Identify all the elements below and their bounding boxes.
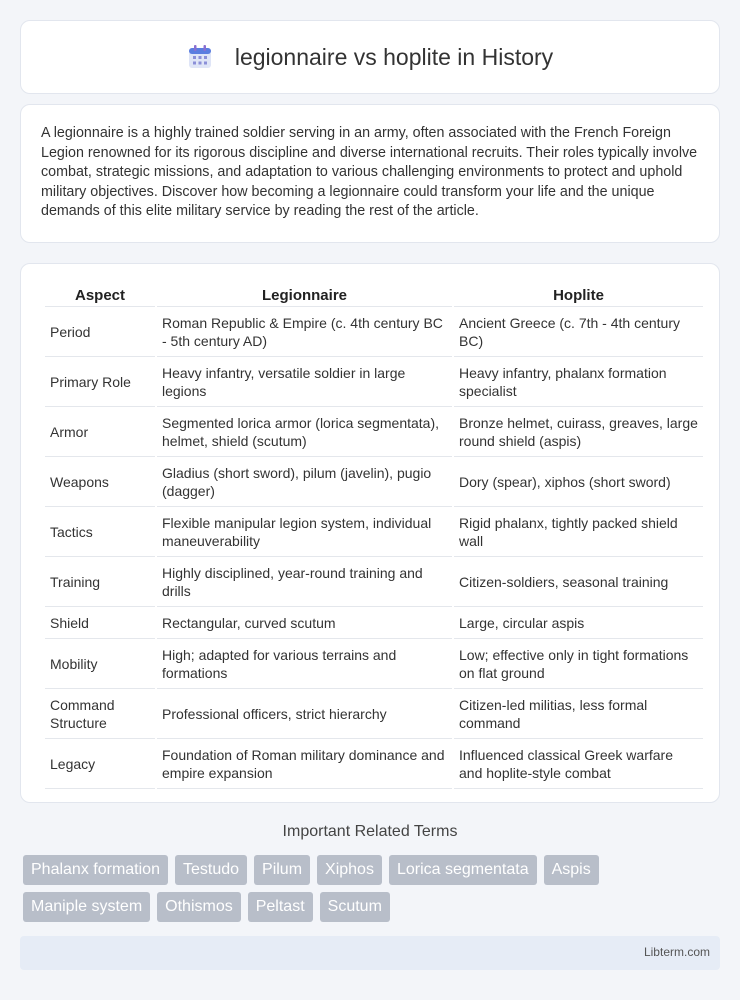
column-header: Hoplite <box>454 283 703 307</box>
legionnaire-cell: Highly disciplined, year-round training and drills <box>157 558 452 607</box>
legionnaire-cell: Segmented lorica armor (lorica segmentata), helmet, shield (scutum) <box>157 408 452 457</box>
table-row <box>45 608 703 639</box>
column-header: Aspect <box>45 283 155 307</box>
hoplite-cell: Influenced classical Greek warfare and hoplite-style combat <box>454 740 703 789</box>
aspect-cell: Armor <box>45 408 155 457</box>
header-card <box>20 20 720 94</box>
table-row <box>45 408 703 457</box>
comparison-table <box>43 282 705 790</box>
aspect-cell: Tactics <box>45 508 155 557</box>
legionnaire-cell: Professional officers, strict hierarchy <box>157 690 452 739</box>
related-term-tag[interactable]: Lorica segmentata <box>389 855 537 885</box>
aspect-cell: Primary Role <box>45 358 155 407</box>
table-row <box>45 740 703 789</box>
related-term-tag[interactable]: Peltast <box>248 892 313 922</box>
legionnaire-cell: Foundation of Roman military dominance and empire expansion <box>157 740 452 789</box>
legionnaire-cell: Rectangular, curved scutum <box>157 608 452 639</box>
legionnaire-cell: Flexible manipular legion system, individual maneuverability <box>157 508 452 557</box>
hoplite-cell: Large, circular aspis <box>454 608 703 639</box>
hoplite-cell: Citizen-led militias, less formal command <box>454 690 703 739</box>
table-row <box>45 558 703 607</box>
hoplite-cell: Low; effective only in tight formations on flat ground <box>454 640 703 689</box>
aspect-cell: Mobility <box>45 640 155 689</box>
related-term-tag[interactable]: Aspis <box>544 855 599 885</box>
intro-text: A legionnaire is a highly trained soldier serving in an army, often associated with the French Foreign Legion renowned for its rigorous discipline and diverse international recruits. Their roles typically involve combat, strategic missions, and adaptation to various challenging environments to protect and uphold military objectives. Discover how becoming a legionnaire could transform your life and the unique demands of this elite military service by reading the rest of the article. <box>41 125 698 220</box>
related-terms-title: Important Related Terms <box>282 823 458 840</box>
table-row <box>45 308 703 357</box>
related-term-tag[interactable]: Testudo <box>175 855 247 885</box>
footer-site-link[interactable]: Libterm.com <box>643 945 710 959</box>
aspect-cell: Legacy <box>45 740 155 789</box>
aspect-cell: Weapons <box>45 458 155 507</box>
calendar-icon <box>187 44 213 70</box>
related-term-tag[interactable]: Maniple system <box>23 892 150 922</box>
intro-card <box>20 104 720 243</box>
related-term-tag[interactable]: Phalanx formation <box>23 855 168 885</box>
table-row <box>45 458 703 507</box>
hoplite-cell: Bronze helmet, cuirass, greaves, large round shield (aspis) <box>454 408 703 457</box>
legionnaire-cell: High; adapted for various terrains and formations <box>157 640 452 689</box>
related-term-tag[interactable]: Scutum <box>320 892 390 922</box>
page-title: legionnaire vs hoplite in History <box>234 43 554 70</box>
related-term-tag[interactable]: Xiphos <box>317 855 382 885</box>
hoplite-cell: Citizen-soldiers, seasonal training <box>454 558 703 607</box>
hoplite-cell: Heavy infantry, phalanx formation specialist <box>454 358 703 407</box>
table-row <box>45 690 703 739</box>
table-row <box>45 508 703 557</box>
table-row <box>45 640 703 689</box>
column-header: Legionnaire <box>157 283 452 307</box>
aspect-cell: Period <box>45 308 155 357</box>
aspect-cell: Command Structure <box>45 690 155 739</box>
comparison-table-card <box>20 263 720 803</box>
footer <box>20 936 720 970</box>
related-term-tag[interactable]: Othismos <box>157 892 241 922</box>
related-terms-list <box>23 855 723 922</box>
legionnaire-cell: Roman Republic & Empire (c. 4th century BC - 5th century AD) <box>157 308 452 357</box>
table-header-row <box>45 283 703 307</box>
legionnaire-cell: Gladius (short sword), pilum (javelin), pugio (dagger) <box>157 458 452 507</box>
legionnaire-cell: Heavy infantry, versatile soldier in large legions <box>157 358 452 407</box>
aspect-cell: Training <box>45 558 155 607</box>
table-row <box>45 358 703 407</box>
related-term-tag[interactable]: Pilum <box>254 855 310 885</box>
hoplite-cell: Rigid phalanx, tightly packed shield wall <box>454 508 703 557</box>
hoplite-cell: Dory (spear), xiphos (short sword) <box>454 458 703 507</box>
aspect-cell: Shield <box>45 608 155 639</box>
hoplite-cell: Ancient Greece (c. 7th - 4th century BC) <box>454 308 703 357</box>
